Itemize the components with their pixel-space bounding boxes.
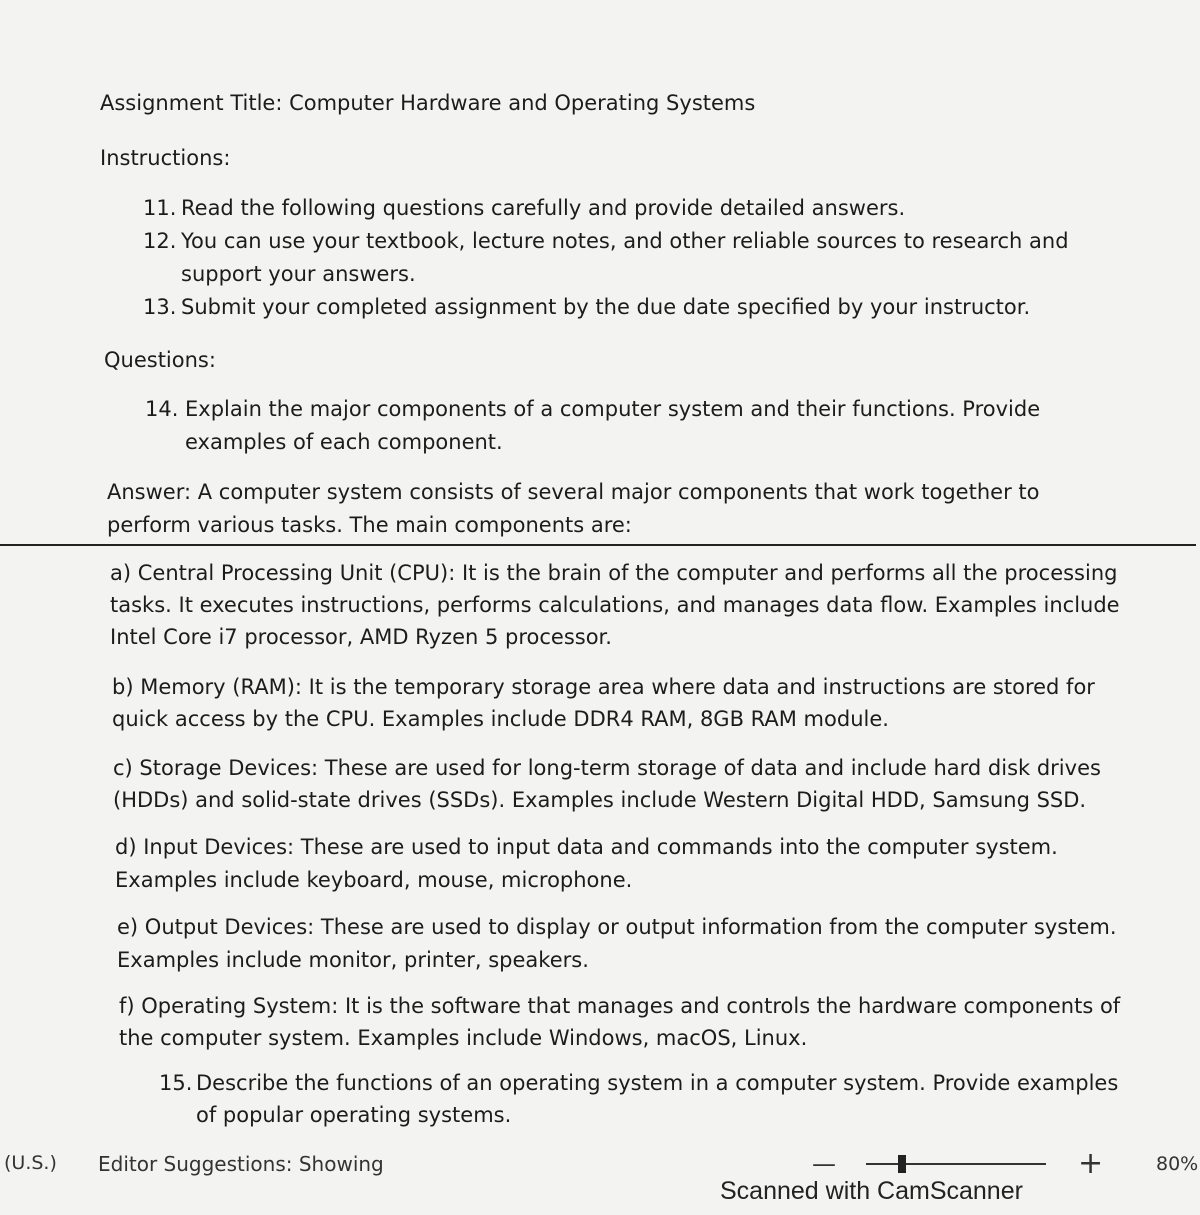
component-text: Examples include monitor, printer, speakers. xyxy=(117,948,589,972)
questions-heading: Questions: xyxy=(104,348,216,372)
component-text: (HDDs) and solid-state drives (SSDs). Examples include Western Digital HDD, Samsung SSD. xyxy=(113,788,1087,812)
component-text: Examples include keyboard, mouse, microphone. xyxy=(115,868,633,892)
zoom-slider-track[interactable] xyxy=(866,1163,1046,1165)
question-text: Describe the functions of an operating system in a computer system. Provide examples xyxy=(196,1071,1119,1095)
instruction-text: Submit your completed assignment by the due date specified by your instructor. xyxy=(181,295,1031,319)
instruction-number: 13. xyxy=(143,295,177,319)
instructions-heading: Instructions: xyxy=(100,146,231,170)
component-text: tasks. It executes instructions, performs calculations, and manages data flow. Examples include xyxy=(110,593,1120,617)
camscanner-watermark: Scanned with CamScanner xyxy=(720,1177,1023,1205)
component-text: Intel Core i7 processor, AMD Ryzen 5 processor. xyxy=(110,625,612,649)
assignment-title: Assignment Title: Computer Hardware and Operating Systems xyxy=(100,91,756,115)
question-number: 15. xyxy=(159,1071,193,1095)
component-text: a) Central Processing Unit (CPU): It is the brain of the computer and performs all the processing xyxy=(110,561,1118,585)
zoom-slider-thumb[interactable] xyxy=(898,1155,906,1173)
language-indicator[interactable]: (U.S.) xyxy=(4,1152,57,1174)
divider xyxy=(0,544,1196,546)
zoom-in-button[interactable]: + xyxy=(1078,1146,1104,1181)
component-text: d) Input Devices: These are used to input data and commands into the computer system. xyxy=(115,835,1058,859)
component-text: quick access by the CPU. Examples include DDR4 RAM, 8GB RAM module. xyxy=(112,707,889,731)
question-number: 14. xyxy=(145,397,179,421)
component-text: c) Storage Devices: These are used for long-term storage of data and include hard disk drives xyxy=(113,756,1101,780)
question-text: Explain the major components of a computer system and their functions. Provide xyxy=(185,397,1041,421)
answer-text: perform various tasks. The main components are: xyxy=(107,513,632,537)
zoom-level[interactable]: 80% xyxy=(1156,1153,1199,1175)
component-text: b) Memory (RAM): It is the temporary storage area where data and instructions are stored for xyxy=(112,675,1095,699)
instruction-text: You can use your textbook, lecture notes, and other reliable sources to research and xyxy=(181,229,1069,253)
instruction-text: Read the following questions carefully and provide detailed answers. xyxy=(181,196,906,220)
zoom-out-button[interactable]: — xyxy=(812,1150,836,1178)
answer-text: Answer: A computer system consists of several major components that work together to xyxy=(107,480,1040,504)
question-text: examples of each component. xyxy=(185,430,503,454)
instruction-text: support your answers. xyxy=(181,262,416,286)
component-text: f) Operating System: It is the software that manages and controls the hardware components of xyxy=(119,994,1121,1018)
question-text: of popular operating systems. xyxy=(196,1103,512,1127)
editor-suggestions-status[interactable]: Editor Suggestions: Showing xyxy=(98,1152,384,1176)
component-text: the computer system. Examples include Windows, macOS, Linux. xyxy=(119,1026,808,1050)
instruction-number: 12. xyxy=(143,229,177,253)
component-text: e) Output Devices: These are used to display or output information from the computer system. xyxy=(117,915,1117,939)
instruction-number: 11. xyxy=(143,196,177,220)
